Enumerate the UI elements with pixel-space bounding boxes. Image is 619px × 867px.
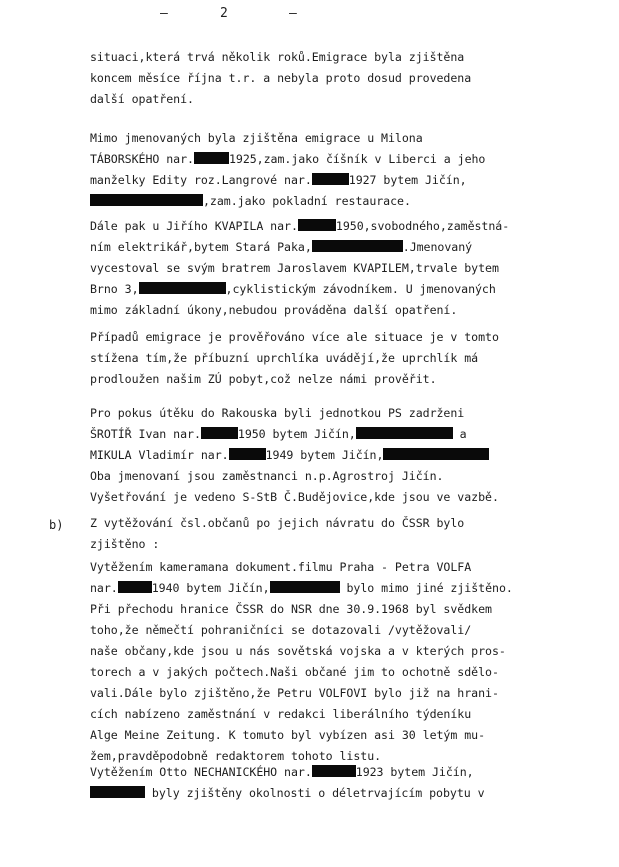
text-line	[90, 89, 471, 110]
text-run: Vyšetřování je vedeno S-StB Č.Budějovice,kde jsou ve vazbě.	[90, 490, 499, 504]
text-run: nar.	[90, 581, 118, 595]
text-run: ním elektrikář,bytem Stará Paka,	[90, 240, 312, 254]
text-line	[90, 557, 513, 578]
text-run: Při přechodu hranice ČSSR do NSR dne 30.9.1968 byl svědkem	[90, 602, 492, 616]
text-run: ,zam.jako pokladní restaurace.	[203, 194, 411, 208]
paragraph-interrogation-intro	[90, 513, 464, 555]
redaction-bar	[356, 427, 453, 439]
text-line	[90, 513, 464, 534]
redaction-bar	[270, 581, 340, 593]
paragraph-nechanicky-interrogation	[90, 762, 485, 804]
text-line	[90, 327, 499, 348]
text-line	[90, 534, 464, 555]
text-line	[90, 704, 513, 725]
text-run: naše občany,kde jsou u nás sovětská vojska a v kterých pros-	[90, 644, 506, 658]
text-run: vycestoval se svým bratrem Jaroslavem KVAPILEM,trvale bytem	[90, 261, 499, 275]
redaction-bar	[298, 219, 336, 231]
text-run: Vytěžením Otto NECHANICKÉHO nar.	[90, 765, 312, 779]
text-line	[90, 170, 485, 191]
text-run: 1940 bytem Jičín,	[151, 581, 270, 595]
text-run: TÁBORSKÉHO nar.	[90, 152, 194, 166]
header-dash-left: –	[160, 6, 168, 21]
redaction-bar	[312, 173, 349, 185]
text-line	[90, 300, 509, 321]
text-line	[90, 258, 509, 279]
text-run: Případů emigrace je prověřováno více ale situace je v tomto	[90, 330, 499, 344]
text-line	[90, 348, 499, 369]
text-run: Oba jmenovaní jsou zaměstnanci n.p.Agrostroj Jičín.	[90, 469, 444, 483]
text-run: další opatření.	[90, 92, 194, 106]
paragraph-border-detention	[90, 403, 499, 508]
text-run: Brno 3,	[90, 282, 139, 296]
text-line	[90, 424, 499, 445]
text-run: prodloužen našim ZÚ pobyt,což nelze námi prověřit.	[90, 372, 437, 386]
header-dash-right: –	[289, 6, 297, 21]
text-line	[90, 47, 471, 68]
paragraph-volf-interrogation	[90, 557, 513, 767]
redaction-bar	[229, 448, 266, 460]
text-run: a	[452, 427, 467, 441]
text-run: bylo mimo jiné zjištěno.	[339, 581, 513, 595]
text-run: stížena tím,že příbuzní uprchlíka uvádějí,že uprchlík má	[90, 351, 479, 365]
text-run: ŠROTÍŘ Ivan nar.	[90, 427, 201, 441]
text-run: 1950,svobodného,zaměstná-	[335, 219, 510, 233]
text-line	[90, 599, 513, 620]
text-line	[90, 683, 513, 704]
paragraph-kvapil-emigration	[90, 216, 509, 321]
text-line	[90, 403, 499, 424]
redaction-bar	[312, 240, 403, 252]
text-run: manželky Edity roz.Langrové nar.	[90, 173, 312, 187]
text-run: koncem měsíce října t.r. a nebyla proto dosud provedena	[90, 71, 472, 85]
text-line	[90, 68, 471, 89]
text-line	[90, 662, 513, 683]
text-line	[90, 620, 513, 641]
text-line	[90, 279, 509, 300]
text-run: zjištěno :	[90, 537, 160, 551]
text-line	[90, 578, 513, 599]
redaction-bar	[201, 427, 238, 439]
text-run: MIKULA Vladimír nar.	[90, 448, 229, 462]
text-run: vali.Dále bylo zjištěno,že Petru VOLFOVI bylo již na hrani-	[90, 686, 499, 700]
text-run: Alge Meine Zeitung. K tomuto byl vybízen asi 30 letým mu-	[90, 728, 486, 742]
text-line	[90, 191, 485, 212]
redaction-bar	[118, 581, 152, 593]
text-line	[90, 783, 485, 804]
text-line	[90, 445, 499, 466]
text-line	[90, 237, 509, 258]
text-run: 1950 bytem Jičín,	[237, 427, 356, 441]
text-run: Pro pokus útěku do Rakouska byli jednotkou PS zadrženi	[90, 406, 465, 420]
text-run: 1923 bytem Jičín,	[355, 765, 474, 779]
text-line	[90, 149, 485, 170]
redaction-bar	[383, 448, 489, 460]
text-run: cích nabízeno zaměstnání v redakci liberálního týdeníku	[90, 707, 472, 721]
text-run: byly zjištěny okolnosti o déletrvajícím pobytu v	[145, 786, 485, 800]
text-run: žem,pravděpodobně redaktorem tohoto listu.	[90, 749, 382, 763]
text-run: Mimo jmenovaných byla zjištěna emigrace u Milona	[90, 131, 423, 145]
text-run: .Jmenovaný	[402, 240, 473, 254]
text-run: mimo základní úkony,nebudou prováděna další opatření.	[90, 303, 458, 317]
text-run: toho,že němečtí pohraničníci se dotazovali /vytěžovali/	[90, 623, 472, 637]
text-line	[90, 369, 499, 390]
text-line	[90, 216, 509, 237]
text-line	[90, 725, 513, 746]
redaction-bar	[139, 282, 226, 294]
redaction-bar	[194, 152, 229, 164]
text-line	[90, 466, 499, 487]
text-line	[90, 641, 513, 662]
redaction-bar	[90, 786, 145, 798]
text-run: Dále pak u Jiřího KVAPILA nar.	[90, 219, 298, 233]
text-line	[90, 762, 485, 783]
text-run: 1925,zam.jako číšník v Liberci a jeho	[228, 152, 486, 166]
text-run: Z vytěžování čsl.občanů po jejich návratu do ČSSR bylo	[90, 516, 465, 530]
redaction-bar	[312, 765, 356, 777]
text-run: 1949 bytem Jičín,	[265, 448, 384, 462]
paragraph-emigration-status	[90, 47, 471, 110]
text-run: torech a v jakých počtech.Naši občané jim to ochotně sdělo-	[90, 665, 499, 679]
paragraph-emigration-checks	[90, 327, 499, 390]
page-number: 2	[220, 6, 228, 21]
text-run: 1927 bytem Jičín,	[348, 173, 467, 187]
section-marker-b: b)	[49, 518, 64, 532]
redaction-bar	[90, 194, 203, 206]
text-line	[90, 487, 499, 508]
text-run: situaci,která trvá několik roků.Emigrace byla zjištěna	[90, 50, 465, 64]
text-run: Vytěžením kameramana dokument.filmu Praha - Petra VOLFA	[90, 560, 472, 574]
text-line	[90, 128, 485, 149]
paragraph-taborsky-emigration	[90, 128, 485, 212]
text-run: ,cyklistickým závodníkem. U jmenovaných	[225, 282, 496, 296]
